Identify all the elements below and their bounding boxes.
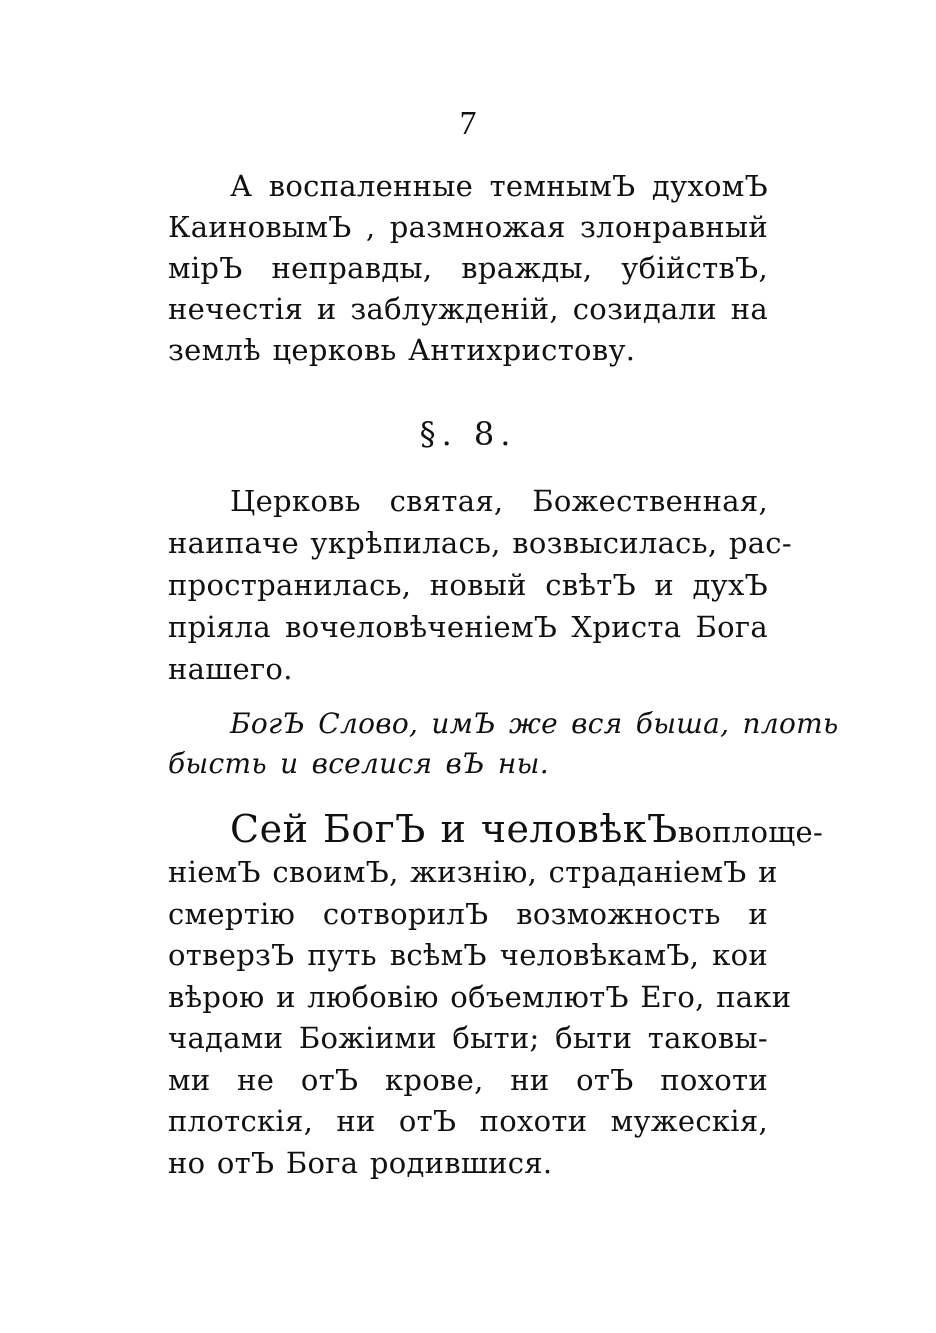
page-number: 7: [459, 105, 477, 142]
paragraph-2: [168, 480, 792, 690]
text-line: смертію сотворилЪ возможность и: [168, 896, 768, 931]
text-line: плотскія, ни отЪ похоти мужескія,: [168, 1104, 768, 1138]
text-line: наипаче укрѣпилась, возвысилась, рас-: [168, 526, 792, 560]
text-line: Церковь святая, Божественная,: [230, 484, 768, 518]
text-line: мірЪ неправды, вражды, убійствЪ,: [168, 251, 768, 285]
line-rest: воплоще-: [677, 815, 824, 849]
section-heading: §. 8.: [419, 415, 517, 453]
text-line: нашего.: [168, 652, 293, 686]
text-line: А воспаленные темнымЪ духомЪ: [230, 169, 768, 203]
paragraph-1: [168, 166, 768, 371]
text-line: пространилась, новый свѣтЪ и духЪ: [168, 568, 768, 602]
quote-line: бысть и вселися вЪ ны.: [168, 747, 549, 780]
text-line: вѣрою и любовію объемлютЪ Его, паки: [168, 979, 792, 1014]
text-line: пріяла вочеловѣченіемЪ Христа Бога: [168, 610, 768, 644]
scripture-quote: [168, 704, 839, 784]
text-line: чадами Божіими быти; быти таковы-: [168, 1021, 768, 1055]
text-line: отверзЪ путь всѣмЪ человѣкамЪ, кои: [168, 938, 768, 972]
text-line: ми не отЪ крове, ни отЪ похоти: [168, 1062, 768, 1097]
lead-words: Сей БогЪ и человѣкЪ: [230, 807, 678, 851]
text-line: [168, 806, 824, 852]
text-line: ніемЪ своимЪ, жизнію, страданіемЪ и: [168, 855, 778, 889]
text-line: землѣ церковь Антихристову.: [168, 333, 636, 367]
paragraph-4: [168, 806, 824, 1184]
text-line: но отЪ Бога родившися.: [168, 1145, 553, 1180]
text-line: нечестія и заблужденій, созидали на: [168, 292, 768, 326]
quote-line: БогЪ Слово, имЪ же вся быша, плоть: [230, 707, 839, 740]
text-line: КаиновымЪ , размножая злонравный: [168, 210, 768, 244]
